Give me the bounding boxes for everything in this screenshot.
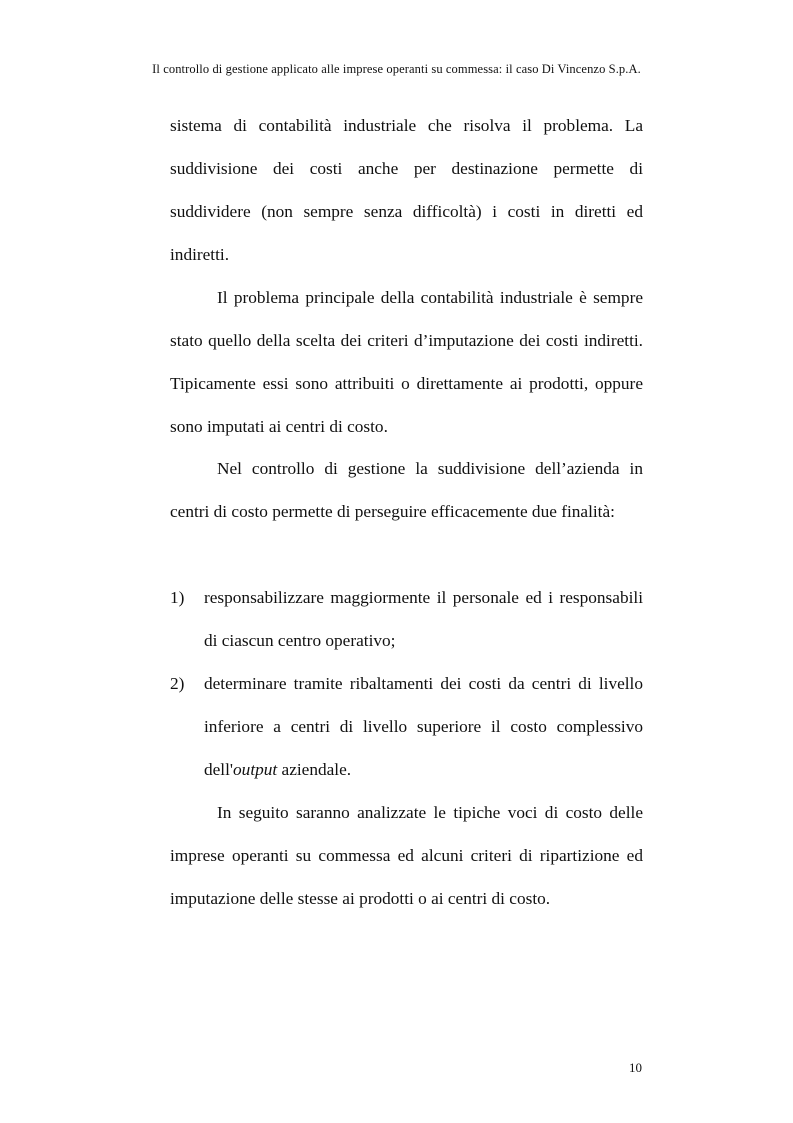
paragraph-3: Nel controllo di gestione la suddivisione dell’azienda in centri di costo permette di perseguire efficacemente due finalità: [170,459,643,521]
running-header: Il controllo di gestione applicato alle imprese operanti su commessa: il caso Di Vincenzo S.p.A. [152,62,641,76]
list-item [170,576,643,662]
list-item-number: 1) [170,588,185,607]
list-item-text-before: determinare tramite ribaltamenti dei costi da centri di livello inferiore a centri di livello superiore il costo complessivo dell' [204,674,643,779]
list-item-number: 2) [170,674,185,693]
list-item-text [204,662,643,791]
page-number: 10 [629,1060,642,1075]
paragraph-1: sistema di contabilità industriale che risolva il problema. La suddivisione dei costi anche per destinazione permette di suddividere (non sempre senza difficoltà) i costi in diretti ed indiretti. [170,116,643,264]
paragraph-4: In seguito saranno analizzate le tipiche voci di costo delle imprese operanti su commessa ed alcuni criteri di ripartizione ed imputazione delle stesse ai prodotti o ai centri di costo. [170,803,643,908]
paragraph-2: Il problema principale della contabilità industriale è sempre stato quello della scelta dei criteri d’imputazione dei costi indiretti. Tipicamente essi sono attribuiti o direttamente ai prodotti, oppure sono imputati ai centri di costo. [170,288,643,436]
list-item-text-italic: output [233,760,278,779]
list-item-text: responsabilizzare maggiormente il personale ed i responsabili di ciascun centro operativo; [204,588,643,650]
list-item [170,662,643,791]
list-item-text-after: aziendale. [277,760,352,779]
